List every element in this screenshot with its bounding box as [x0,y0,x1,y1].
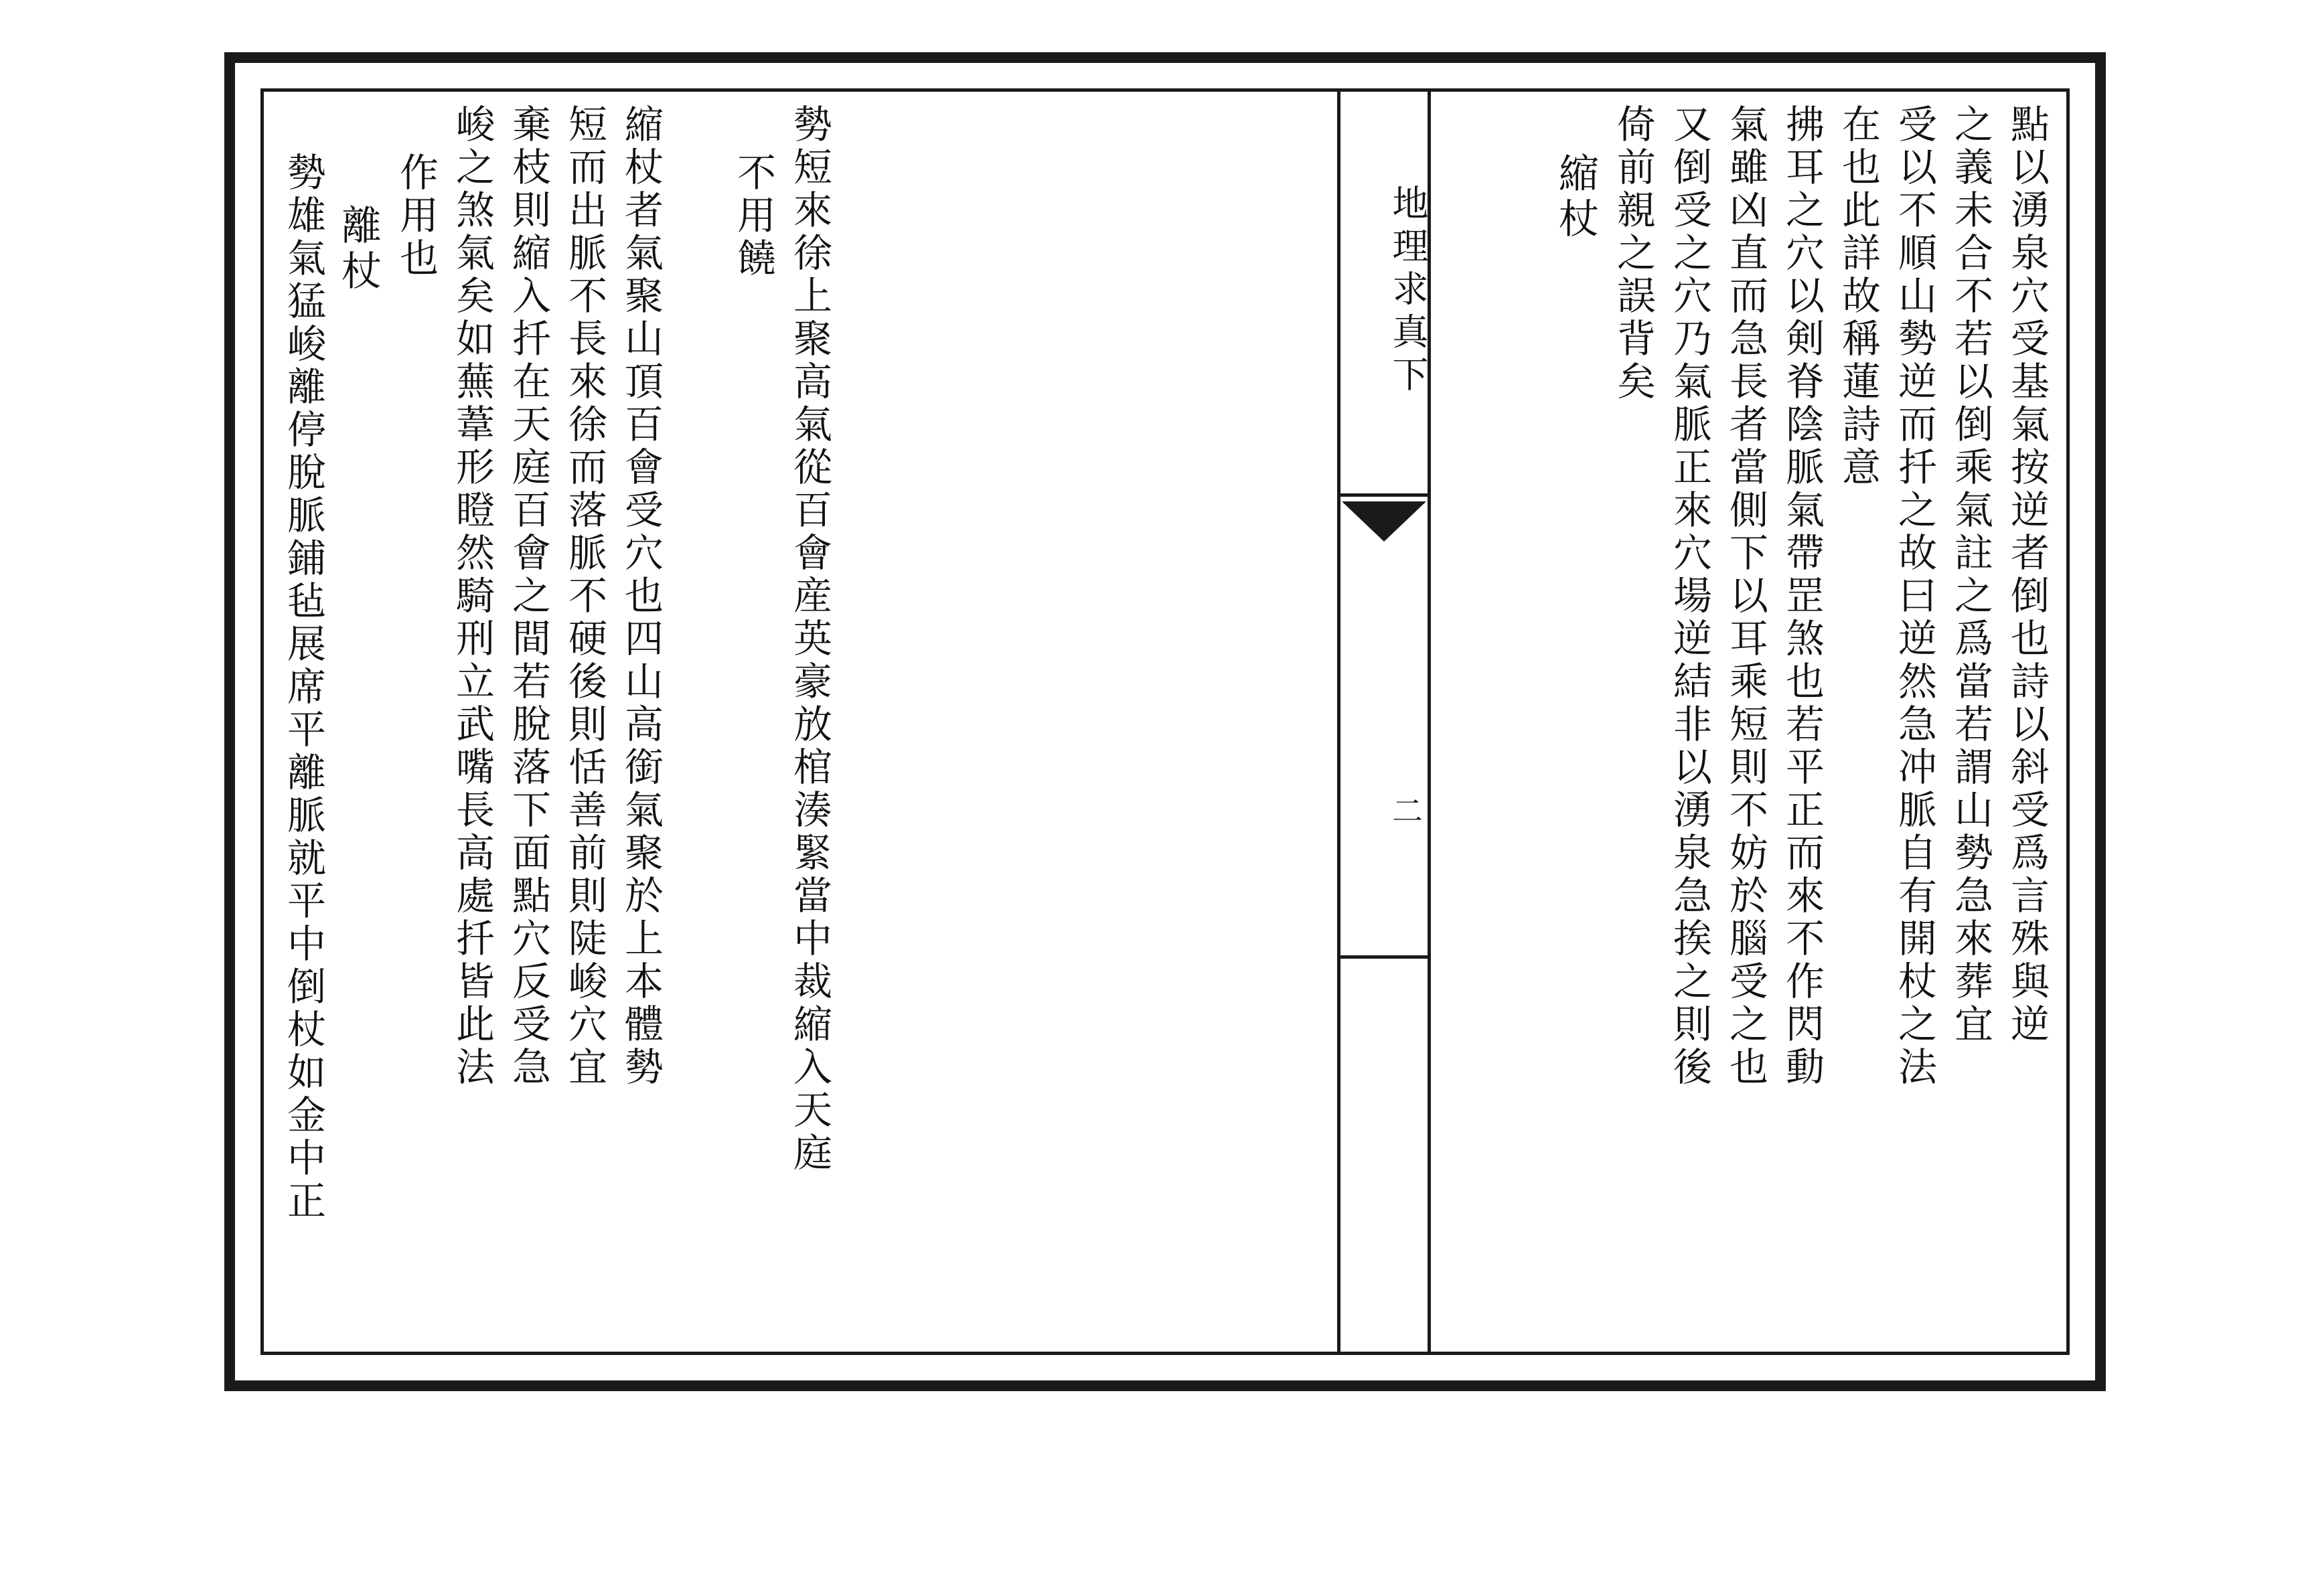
section-heading-suozhang: 縮杖 [1552,152,1599,243]
section-heading-lizhang: 離杖 [335,204,382,295]
text-column: 之義未合不若以倒乘氣註之爲當若謂山勢急來葬宜 [1948,104,1993,1046]
right-page-text-block [1434,104,2052,1340]
text-column: 拂耳之穴以剣脊陰脈氣帶罡煞也若平正而來不作閃動 [1779,104,1825,1089]
text-column: 受以不順山勢逆而扦之故曰逆然急冲脈自有開杖之法 [1892,104,1937,1089]
right-page-columns [1434,104,2052,1340]
text-column: 短而出脈不長來徐而落脈不硬後則恬善前則陡峻穴宜 [562,104,607,1089]
text-column: 棄枝則縮入扦在天庭百會之間若脫落下面點穴反受急 [506,104,551,1089]
text-column: 縮杖者氣聚山頂百會受穴也四山高銜氣聚於上本體勢 [618,104,664,1089]
book-border-outer [224,52,2106,1391]
center-divider-top [1340,493,1428,497]
left-page-columns [279,104,834,1340]
text-column: 倚前親之誤背矣 [1610,104,1656,404]
text-column: 又倒受之穴乃氣脈正來穴場逆結非以湧泉急挨之則後 [1667,104,1712,1089]
book-title-center: 地理求真下 [1387,184,1429,398]
text-column: 勢雄氣猛峻離停脫脈鋪毡展席平離脈就平中倒杖如金中正 [281,152,326,1223]
text-column: 點以湧泉穴受基氣按逆者倒也詩以斜受爲言殊與逆 [2004,104,2050,1046]
center-divider-bottom [1340,955,1428,959]
text-column: 不用饒 [731,152,776,281]
blank-column [1489,104,1545,1340]
book-border-inner [260,88,2070,1355]
text-column: 氣雖凶直而急長者當側下以耳乘短則不妨於腦受之也 [1723,104,1768,1089]
fish-tail-mark-icon [1342,501,1426,552]
text-column: 作用也 [393,152,439,281]
page-number: 二 [1387,795,1424,825]
blank-column [1434,104,1489,1340]
text-column: 勢短來徐上聚高氣從百會産英豪放棺湊緊當中裁縮入天庭 [787,104,832,1175]
blank-column [666,104,722,1340]
text-column: 在也此詳故稱蓮詩意 [1835,104,1881,489]
text-column: 峻之煞氣矣如蕪葦形瞪然騎刑立武嘴長高處扦皆此法 [449,104,495,1089]
left-page-text-block [279,104,834,1340]
center-fold-strip [1337,92,1431,1352]
